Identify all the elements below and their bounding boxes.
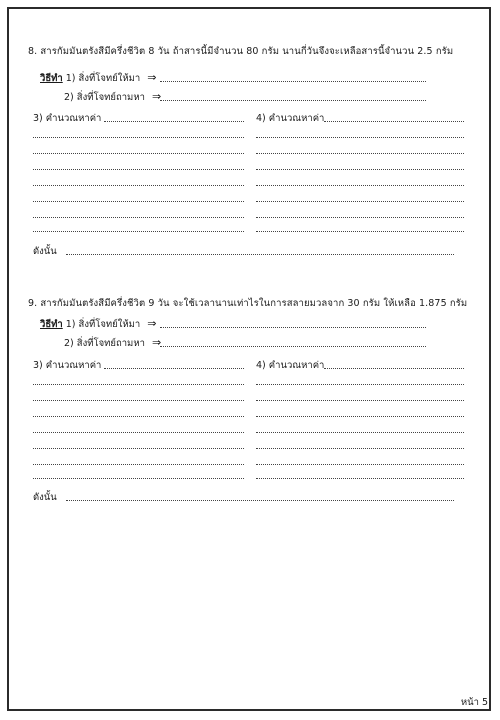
q9-step2-label: 2) สิ่งที่โจทย์ถามหา (64, 338, 145, 349)
q8-conclusion-label: ดังนั้น (33, 246, 57, 257)
q9-step3-line[interactable] (104, 368, 244, 369)
q9-step4-line[interactable] (324, 368, 464, 369)
q9-right-work-line[interactable] (256, 478, 464, 479)
q8-step3-line[interactable] (104, 121, 244, 122)
q8-step3-label: 3) คำนวณหาค่า (33, 113, 102, 124)
q8-asked-row (64, 90, 165, 105)
q9-conclusion-line[interactable] (66, 500, 454, 501)
q9-step3-label: 3) คำนวณหาค่า (33, 360, 102, 371)
q9-asked-answer-line[interactable] (160, 346, 426, 347)
q9-method-label: วิธีทำ (40, 319, 63, 330)
page-number: หน้า 5 (460, 697, 488, 708)
q9-right-work-line[interactable] (256, 384, 464, 385)
q9-left-work-line[interactable] (33, 400, 244, 401)
q8-step4-line[interactable] (324, 121, 464, 122)
q8-left-work-line[interactable] (33, 231, 244, 232)
q9-left-work-line[interactable] (33, 384, 244, 385)
q8-left-work-line[interactable] (33, 153, 244, 154)
q9-left-work-line[interactable] (33, 478, 244, 479)
q8-right-work-line[interactable] (256, 217, 464, 218)
q8-left-work-line[interactable] (33, 137, 244, 138)
q9-right-work-line[interactable] (256, 432, 464, 433)
question-8-text: 8. สารกัมมันตรังสีมีครึ่งชีวิต 8 วัน ถ้าสารนี้มีจำนวน 80 กรัม นานกี่วันจึงจะเหลือสารนี้จำนวน 2.5 กรัม (28, 46, 454, 57)
q8-given-row (40, 71, 160, 86)
q8-right-work-line[interactable] (256, 169, 464, 170)
q9-left-work-line[interactable] (33, 464, 244, 465)
q8-step2-arrow: ⇒ (151, 90, 162, 103)
q8-step2-label: 2) สิ่งที่โจทย์ถามหา (64, 92, 145, 103)
q8-conclusion-line[interactable] (66, 254, 454, 255)
q8-right-work-line[interactable] (256, 185, 464, 186)
q9-right-work-line[interactable] (256, 448, 464, 449)
q8-right-work-line[interactable] (256, 201, 464, 202)
q8-left-work-line[interactable] (33, 185, 244, 186)
q8-method-label: วิธีทำ (40, 73, 63, 84)
q8-step1-arrow: ⇒ (147, 71, 157, 84)
q9-right-work-line[interactable] (256, 416, 464, 417)
q8-left-work-line[interactable] (33, 169, 244, 170)
q8-step4-label: 4) คำนวณหาค่า (256, 113, 325, 124)
q9-given-answer-line[interactable] (160, 327, 426, 328)
q8-right-work-line[interactable] (256, 153, 464, 154)
q9-step4-label: 4) คำนวณหาค่า (256, 360, 325, 371)
q8-asked-answer-line[interactable] (160, 100, 426, 101)
q8-left-work-line[interactable] (33, 201, 244, 202)
q8-left-work-line[interactable] (33, 217, 244, 218)
q9-left-work-line[interactable] (33, 448, 244, 449)
q9-right-work-line[interactable] (256, 464, 464, 465)
q9-conclusion-label: ดังนั้น (33, 492, 57, 503)
question-9-text: 9. สารกัมมันตรังสีมีครึ่งชีวิต 9 วัน จะใช้เวลานานเท่าไรในการสลายมวลจาก 30 กรัม ให้เหลือ 1.875 กรัม (28, 298, 468, 309)
q9-step1-label: 1) สิ่งที่โจทย์ให้มา (65, 319, 141, 330)
question-8 (28, 44, 464, 59)
q8-right-work-line[interactable] (256, 231, 464, 232)
q8-right-work-line[interactable] (256, 137, 464, 138)
question-9 (28, 296, 468, 311)
q9-given-row (40, 317, 160, 332)
q9-asked-row (64, 336, 165, 351)
q8-given-answer-line[interactable] (160, 81, 426, 82)
q9-step1-arrow: ⇒ (147, 317, 157, 330)
q9-right-work-line[interactable] (256, 400, 464, 401)
q9-step2-arrow: ⇒ (151, 336, 162, 349)
q8-step1-label: 1) สิ่งที่โจทย์ให้มา (65, 73, 141, 84)
q9-left-work-line[interactable] (33, 432, 244, 433)
q9-left-work-line[interactable] (33, 416, 244, 417)
